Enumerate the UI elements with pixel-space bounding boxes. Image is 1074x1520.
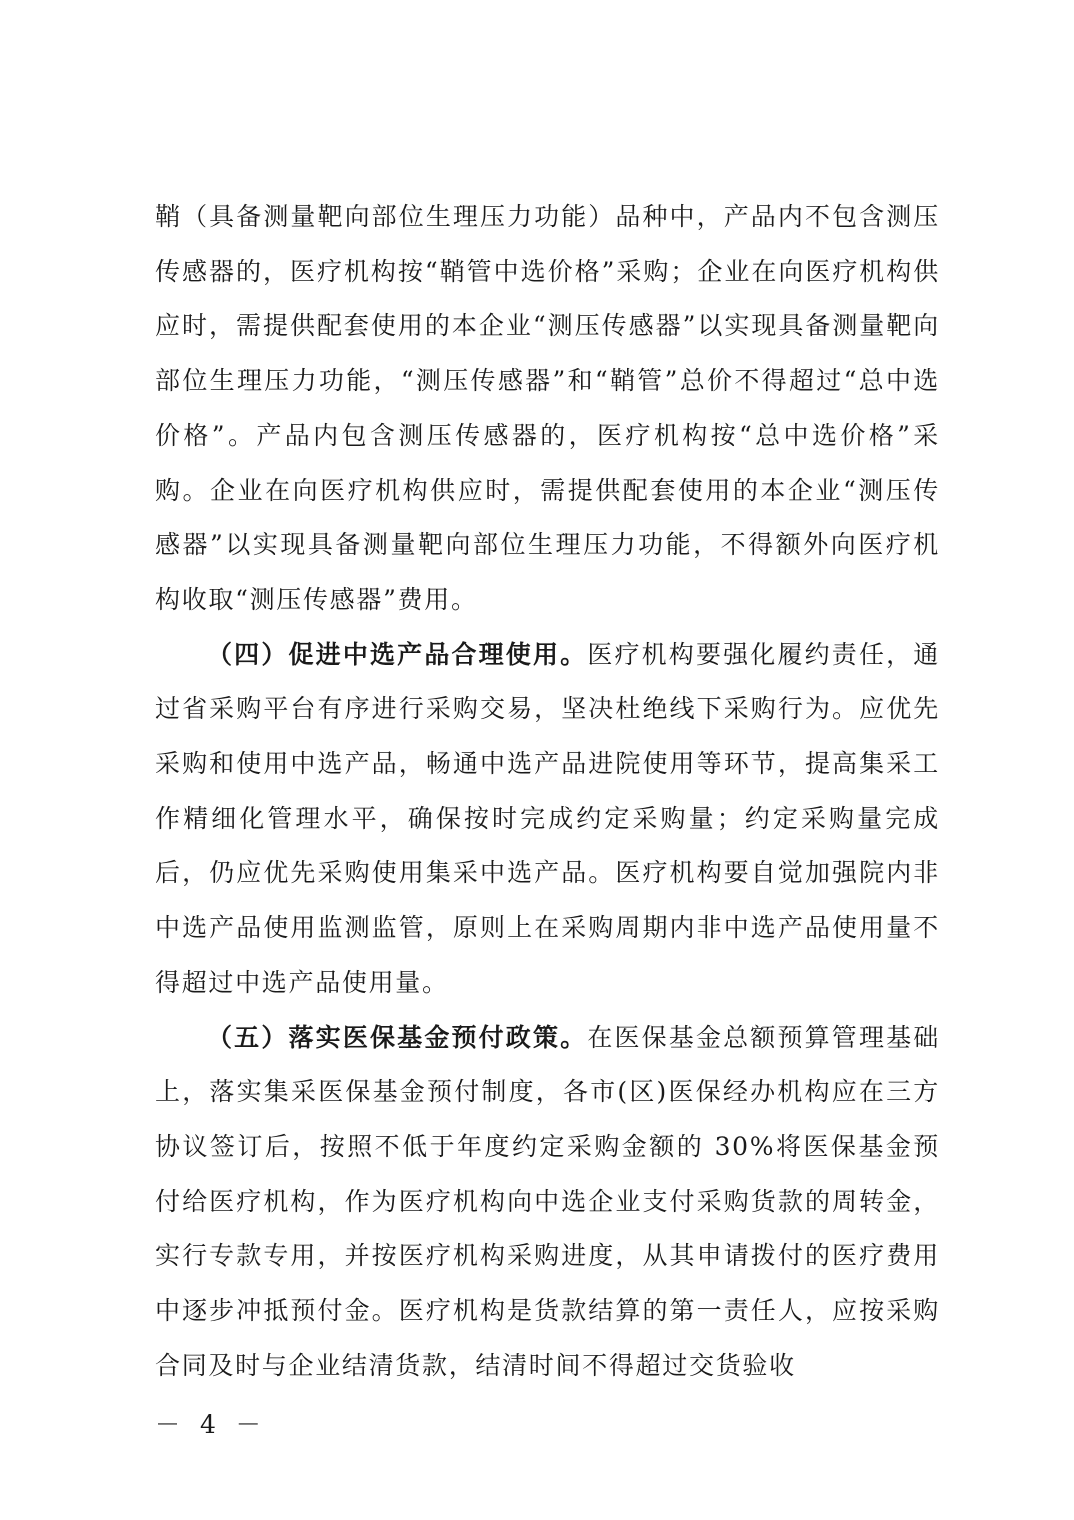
paragraph-continuation (155, 190, 940, 628)
paragraph-section-4 (155, 628, 940, 1011)
page-number: － 4 － (155, 1410, 267, 1439)
paragraph-text: 鞘（具备测量靶向部位生理压力功能）品种中，产品内不包含测压传感器的，医疗机构按“鞘管中选价格”采购；企业在向医疗机构供应时，需提供配套使用的本企业“测压传感器”以实现具备测量靶向部位生理压力功能，“测压传感器”和“鞘管”总价不得超过“总中选价格”。产品内包含测压传感器的，医疗机构按“总中选价格”采购。企业在向医疗机构供应时，需提供配套使用的本企业“测压传感器”以实现具备测量靶向部位生理压力功能，不得额外向医疗机构收取“测压传感器”费用。 (155, 202, 940, 614)
section-heading: （四）促进中选产品合理使用。 (207, 639, 588, 669)
paragraph-text: 医疗机构要强化履约责任，通过省采购平台有序进行采购交易，坚决杜绝线下采购行为。应优先采购和使用中选产品，畅通中选产品进院使用等环节，提高集采工作精细化管理水平，确保按时完成约定采购量；约定采购量完成后，仍应优先采购使用集采中选产品。医疗机构要自觉加强院内非中选产品使用监测监管，原则上在采购周期内非中选产品使用量不得超过中选产品使用量。 (155, 639, 940, 997)
section-heading: （五）落实医保基金预付政策。 (207, 1022, 588, 1052)
document-body (155, 190, 940, 1393)
paragraph-section-5 (155, 1011, 940, 1394)
paragraph-text: 在医保基金总额预算管理基础上，落实集采医保基金预付制度，各市(区)医保经办机构应在三方协议签订后，按照不低于年度约定采购金额的 30%将医保基金预付给医疗机构，作为医疗机构向中选企业支付采购货款的周转金，实行专款专用，并按医疗机构采购进度，从其申请拨付的医疗费用中逐步冲抵预付金。医疗机构是货款结算的第一责任人，应按采购合同及时与企业结清货款，结清时间不得超过交货验收 (155, 1022, 940, 1380)
